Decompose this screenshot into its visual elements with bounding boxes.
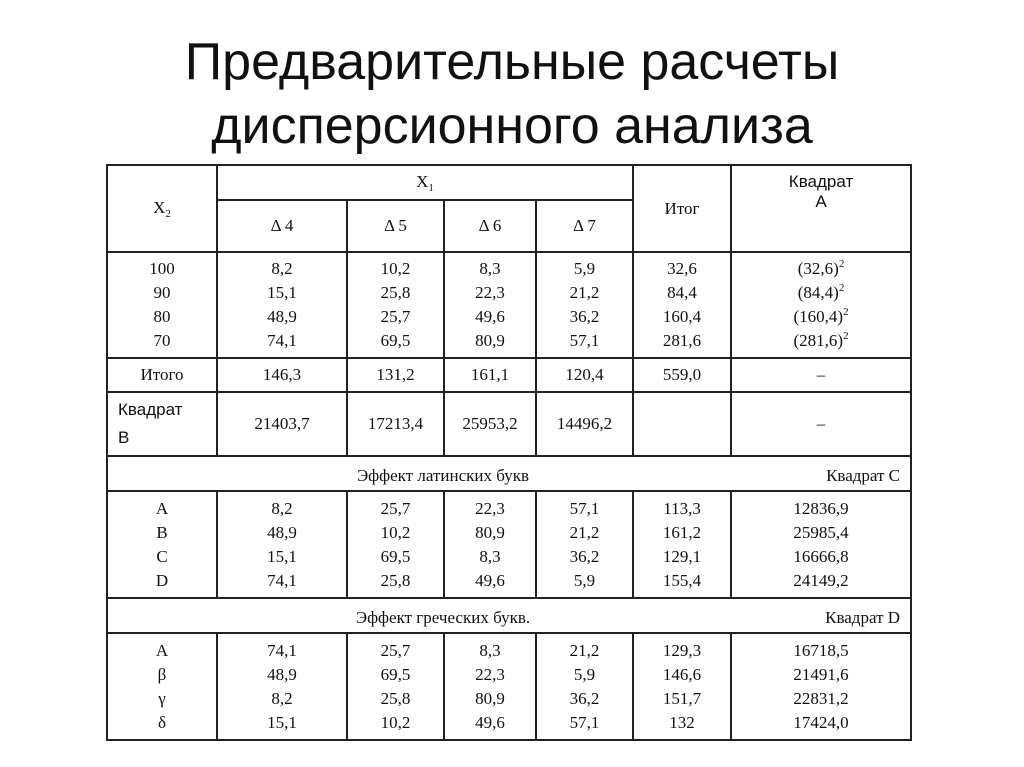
kvadrat-b-d7: 14496,2	[536, 392, 633, 456]
latin-block	[107, 491, 911, 598]
kvadrat-b-d4: 21403,7	[217, 392, 347, 456]
greek-labels: A β γ δ	[107, 633, 217, 740]
x1-header: $X_1$	[217, 165, 633, 200]
latin-itog: 113,3 161,2 129,1 155,4	[633, 491, 731, 598]
greek-col-d7: 21,2 5,9 36,2 57,1	[536, 633, 633, 740]
title-line-1: Предварительные расчеты	[184, 33, 840, 91]
greek-itog: 129,3 146,6 151,7 132	[633, 633, 731, 740]
itogo-d5: 131,2	[347, 358, 444, 392]
greek-col-d5: 25,7 69,5 25,8 10,2	[347, 633, 444, 740]
header-row-1	[107, 165, 911, 200]
itog-header: Итог	[633, 165, 731, 252]
kvadrat-b-total	[633, 392, 731, 456]
block1-col-d5: 10,2 25,8 25,7 69,5	[347, 252, 444, 358]
kvadrat-b-label: Квадрат В	[107, 392, 217, 456]
latin-section-square: Квадрат С	[826, 466, 901, 485]
latin-col-d4: 8,2 48,9 15,1 74,1	[217, 491, 347, 598]
greek-block	[107, 633, 911, 740]
kvadrat-a-header: Квадрат А	[731, 165, 911, 252]
greek-section-title: Эффект греческих букв.	[355, 608, 531, 627]
block1-itog: 32,6 84,4 160,4 281,6	[633, 252, 731, 358]
block1-col-d7: 5,9 21,2 36,2 57,1	[536, 252, 633, 358]
col-header-d4: Δ 4	[217, 200, 347, 252]
itogo-d7: 120,4	[536, 358, 633, 392]
x2-header: $X_2$	[107, 165, 217, 252]
latin-col-d6: 22,3 80,9 8,3 49,6	[444, 491, 536, 598]
itogo-label: Итого	[107, 358, 217, 392]
kvadrat-b-d6: 25953,2	[444, 392, 536, 456]
latin-section-header	[107, 456, 911, 491]
block1-col-d6: 8,3 22,3 49,6 80,9	[444, 252, 536, 358]
block1-col-d4: 8,2 15,1 48,9 74,1	[217, 252, 347, 358]
x2-labels: 100 90 80 70	[107, 252, 217, 358]
itogo-dash: –	[731, 358, 911, 392]
greek-squares: 16718,5 21491,6 22831,2 17424,0	[731, 633, 911, 740]
greek-col-d4: 74,1 48,9 8,2 15,1	[217, 633, 347, 740]
kvadrat-b-dash: –	[731, 392, 911, 456]
latin-col-d5: 25,7 10,2 69,5 25,8	[347, 491, 444, 598]
itogo-d4: 146,3	[217, 358, 347, 392]
latin-col-d7: 57,1 21,2 36,2 5,9	[536, 491, 633, 598]
latin-section-title: Эффект латинских букв	[356, 466, 530, 485]
itogo-row	[107, 358, 911, 392]
col-header-d5: Δ 5	[347, 200, 444, 252]
block1-squares: $(32,6)^2$ $(84,4)^2$ $(160,4)^2$ $(281,6)^2$	[731, 252, 911, 358]
greek-section-square: Квадрат D	[825, 608, 901, 627]
itogo-d6: 161,1	[444, 358, 536, 392]
kvadrat-b-d5: 17213,4	[347, 392, 444, 456]
title-line-2: дисперсионного анализа	[211, 97, 813, 155]
latin-labels: A B C D	[107, 491, 217, 598]
col-header-d6: Δ 6	[444, 200, 536, 252]
greek-col-d6: 8,3 22,3 80,9 49,6	[444, 633, 536, 740]
greek-section-header	[107, 598, 911, 633]
data-block-x2	[107, 252, 911, 358]
kvadrat-b-row	[107, 392, 911, 456]
page-title	[0, 30, 1024, 158]
itogo-total: 559,0	[633, 358, 731, 392]
latin-squares: 12836,9 25985,4 16666,8 24149,2	[731, 491, 911, 598]
analysis-table	[106, 164, 912, 741]
col-header-d7: Δ 7	[536, 200, 633, 252]
